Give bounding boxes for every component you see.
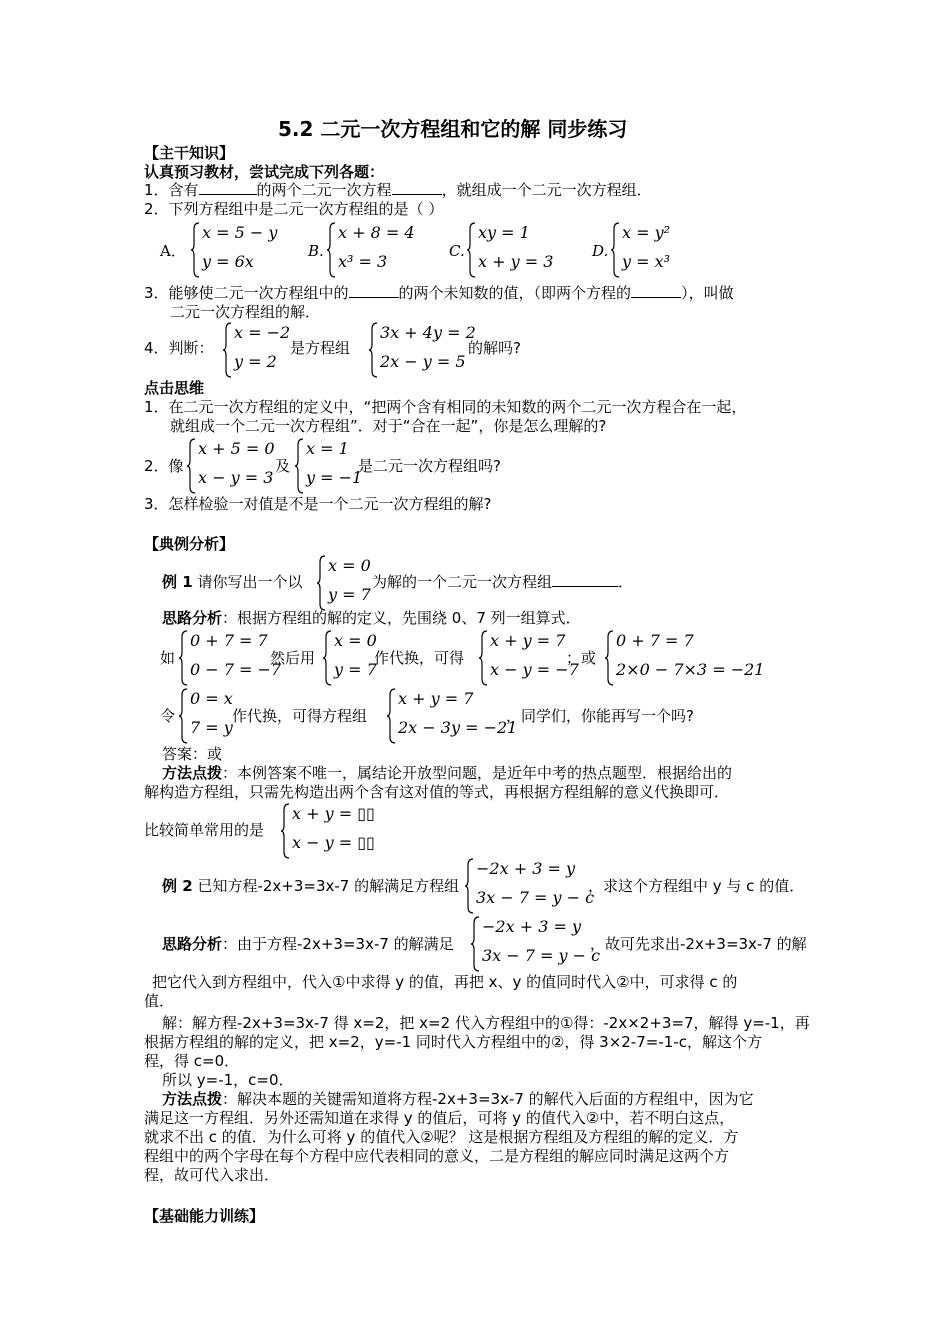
equation: −2x + 3 = y xyxy=(476,859,575,878)
brace-icon xyxy=(610,222,620,278)
brace-icon xyxy=(470,916,480,972)
section-main-knowledge: 【主干知识】 xyxy=(144,144,235,162)
equation: x + 8 = 4 xyxy=(338,223,415,242)
equation: xy = 1 xyxy=(478,223,530,242)
answer: 答案：或 xyxy=(162,745,223,763)
question-2: 2．下列方程组中是二元一次方程组的是（ ） xyxy=(144,200,444,218)
brace-icon xyxy=(294,438,304,494)
analysis-2-text: ：由于方程-2x+3=3x-7 的解满足 xyxy=(222,935,454,953)
method-tip-2-line-3: 就求不出 c 的值．为什么可将 y 的值代入②呢？ 这是根据方程组及方程组的解的定义．方 xyxy=(144,1128,739,1146)
equation: x − y = ▯▯ xyxy=(292,833,375,852)
equation: x + y = 3 xyxy=(478,252,554,271)
equation: 2x − 3y = −21 xyxy=(398,718,518,737)
brace-icon xyxy=(186,438,196,494)
thinking-2-prefix: 2．像 xyxy=(144,457,184,475)
example-2 xyxy=(162,876,459,896)
example-2-post: ，求这个方程组中 y 与 c 的值． xyxy=(588,877,805,895)
method-tip-1-text: ：本例答案不唯一，属结论开放型问题，是近年中考的热点题型．根据给出的 xyxy=(222,764,733,782)
example-1-end: ． xyxy=(618,573,634,591)
brace-icon xyxy=(222,322,232,378)
equation: y = 7 xyxy=(328,585,371,604)
q3-blank-2 xyxy=(631,283,681,298)
equation: x + y = 7 xyxy=(490,631,566,650)
question-3-cont: 二元一次方程组的解． xyxy=(170,303,321,321)
q1-part-1: 1．含有 xyxy=(144,181,199,199)
method-tip-2-label: 方法点拨 xyxy=(162,1090,223,1108)
equation: x − y = −7 xyxy=(490,660,579,679)
method-tip-2-line-4: 程组中的两个字母在每个方程中应代表相同的意义，二是方程组的解应同时满足这两个方 xyxy=(144,1147,730,1165)
page-title: 5.2 二元一次方程组和它的解 同步练习 xyxy=(278,117,628,141)
equation: y = x³ xyxy=(622,252,671,271)
analysis-2-post: ，故可先求出-2x+3=3x-7 的解 xyxy=(590,935,807,953)
equation: 3x − 7 = y − c xyxy=(476,888,595,907)
q3-part-1: 3．能够使二元一次方程组中的 xyxy=(144,284,349,302)
ling-text-2: 作代换，可得方程组 xyxy=(232,707,368,725)
brace-icon xyxy=(466,222,476,278)
equation: y = 2 xyxy=(234,352,277,371)
brace-icon xyxy=(316,555,326,611)
equation: x + y = ▯▯ xyxy=(292,804,375,823)
analysis-2-cont-2: 值． xyxy=(144,992,175,1010)
q1-blank-2 xyxy=(392,180,442,195)
section-thinking: 点击思维 xyxy=(144,379,205,397)
equation: x = 1 xyxy=(306,439,349,458)
solution-line-4: 所以 y=-1，c=0． xyxy=(162,1071,294,1089)
thinking-3: 3．怎样检验一对值是不是一个二元一次方程组的解? xyxy=(144,495,492,513)
example-1-label: 例 1 xyxy=(162,573,193,591)
example-1-text: 请你写出一个以 xyxy=(197,573,303,591)
analysis-2 xyxy=(162,934,454,954)
equation: 0 + 7 = 7 xyxy=(616,631,694,650)
ru-text-4: ；或 xyxy=(566,649,597,667)
option-d-label: D. xyxy=(592,242,609,260)
brace-icon xyxy=(478,630,488,686)
solution-line-2: 根据方程组的解的定义，把 x=2，y=-1 同时代入方程组中的②，得 3×2-7=-1-c，解这个方 xyxy=(144,1033,762,1051)
question-4-mid: 是方程组 xyxy=(290,339,351,357)
thinking-1-cont: 就组成一个二元一次方程组”．对于“合在一起”，你是怎么理解的? xyxy=(170,417,607,435)
q1-part-3: ，就组成一个二元一次方程组． xyxy=(441,181,652,199)
brace-icon xyxy=(368,322,378,378)
analysis-1-label: 思路分析 xyxy=(162,609,223,627)
method-tip-2-line-2: 满足这一方程组．另外还需知道在求得 y 的值后，可将 y 的值代入②中，若不明白这点， xyxy=(144,1109,735,1127)
preview-instruction: 认真预习教材，尝试完成下列各题： xyxy=(144,163,385,181)
equation: x³ = 3 xyxy=(338,252,388,271)
brace-icon xyxy=(280,803,290,859)
analysis-2-label: 思路分析 xyxy=(162,935,223,953)
question-4-prefix: 4．判断： xyxy=(144,339,214,357)
thinking-1: 1．在二元一次方程组的定义中，“把两个含有相同的未知数的两个二元一次方程合在一起， xyxy=(144,398,747,416)
equation: 7 = y xyxy=(190,718,233,737)
equation: 2×0 − 7×3 = −21 xyxy=(616,660,765,679)
brace-icon xyxy=(326,222,336,278)
example-1-blank xyxy=(552,572,618,587)
ru-text-1: 如 xyxy=(160,649,176,667)
brace-icon xyxy=(464,858,474,914)
simple-text: 比较简单常用的是 xyxy=(144,821,265,839)
method-tip-2 xyxy=(162,1089,754,1109)
equation: x = 0 xyxy=(328,556,371,575)
equation: x = −2 xyxy=(234,323,291,342)
equation: y = 7 xyxy=(334,660,377,679)
ru-text-3: 作代换，可得 xyxy=(374,649,465,667)
solution-line-1: 解：解方程-2x+3=3x-7 得 x=2，把 x=2 代入方程组中的①得：-2x×2+3=7，解得 y=-1，再 xyxy=(162,1014,810,1032)
thinking-2-post: 是二元一次方程组吗? xyxy=(358,457,501,475)
ru-text-2: 然后用 xyxy=(270,649,316,667)
brace-icon xyxy=(604,630,614,686)
method-tip-2-line-5: 程，故可代入求出． xyxy=(144,1166,280,1184)
section-basic-training: 【基础能力训练】 xyxy=(144,1207,265,1225)
method-tip-1-cont: 解构造方程组，只需先构造出两个含有这对值的等式，再根据方程组解的意义代换即可． xyxy=(144,783,730,801)
analysis-1-text: ：根据方程组的解的定义，先围绕 0、7 列一组算式． xyxy=(222,609,581,627)
equation: x = y² xyxy=(622,223,671,242)
equation: y = 6x xyxy=(202,252,254,271)
equation: 0 − 7 = −7 xyxy=(190,660,282,679)
solution-line-3: 程，得 c=0． xyxy=(144,1052,240,1070)
equation: −2x + 3 = y xyxy=(482,917,581,936)
brace-icon xyxy=(190,222,200,278)
equation: 2x − y = 5 xyxy=(380,352,466,371)
equation: x − y = 3 xyxy=(198,468,274,487)
example-1 xyxy=(162,572,302,592)
equation: x + y = 7 xyxy=(398,689,474,708)
example-2-label: 例 2 xyxy=(162,877,193,895)
analysis-1 xyxy=(162,608,581,628)
question-3 xyxy=(144,283,734,303)
option-b-label: B. xyxy=(308,242,324,260)
method-tip-1 xyxy=(162,763,732,783)
equation: 0 + 7 = 7 xyxy=(190,631,268,650)
example-1-post-text: 为解的一个二元一次方程组 xyxy=(372,573,553,591)
method-tip-1-label: 方法点拨 xyxy=(162,764,223,782)
q3-part-2: 的两个未知数的值，（即两个方程的 xyxy=(398,284,632,302)
q1-blank-1 xyxy=(199,180,257,195)
equation: 3x − 7 = y − c xyxy=(482,946,601,965)
equation: 0 = x xyxy=(190,689,233,708)
option-a-label: A． xyxy=(160,242,186,260)
equation: y = −1 xyxy=(306,468,363,487)
q3-part-3: ），叫做 xyxy=(681,284,734,302)
brace-icon xyxy=(322,630,332,686)
equation: x = 5 − y xyxy=(202,223,278,242)
section-example: 【典例分析】 xyxy=(144,535,235,553)
analysis-2-cont-1: 把它代入到方程组中，代入①中求得 y 的值，再把 x、y 的值同时代入②中，可求得 c 的 xyxy=(152,973,738,991)
option-c-label: C. xyxy=(449,242,465,260)
brace-icon xyxy=(178,688,188,744)
q3-blank-1 xyxy=(349,283,399,298)
method-tip-2-text: ：解决本题的关键需知道将方程-2x+3=3x-7 的解代入后面的方程组中，因为它 xyxy=(222,1090,754,1108)
question-4-post: 的解吗? xyxy=(468,339,521,357)
equation: x + 5 = 0 xyxy=(198,439,275,458)
ling-text-3: ，同学们，你能再写一个吗? xyxy=(506,707,694,725)
equation: x = 0 xyxy=(334,631,377,650)
brace-icon xyxy=(178,630,188,686)
thinking-2-mid: 及 xyxy=(275,457,291,475)
example-2-text: 已知方程-2x+3=3x-7 的解满足方程组 xyxy=(197,877,460,895)
q1-part-2: 的两个二元一次方程 xyxy=(256,181,392,199)
equation: 3x + 4y = 2 xyxy=(380,323,476,342)
ling-text-1: 令 xyxy=(160,707,176,725)
brace-icon xyxy=(386,688,396,744)
question-1 xyxy=(144,180,652,200)
example-1-post xyxy=(372,572,633,592)
